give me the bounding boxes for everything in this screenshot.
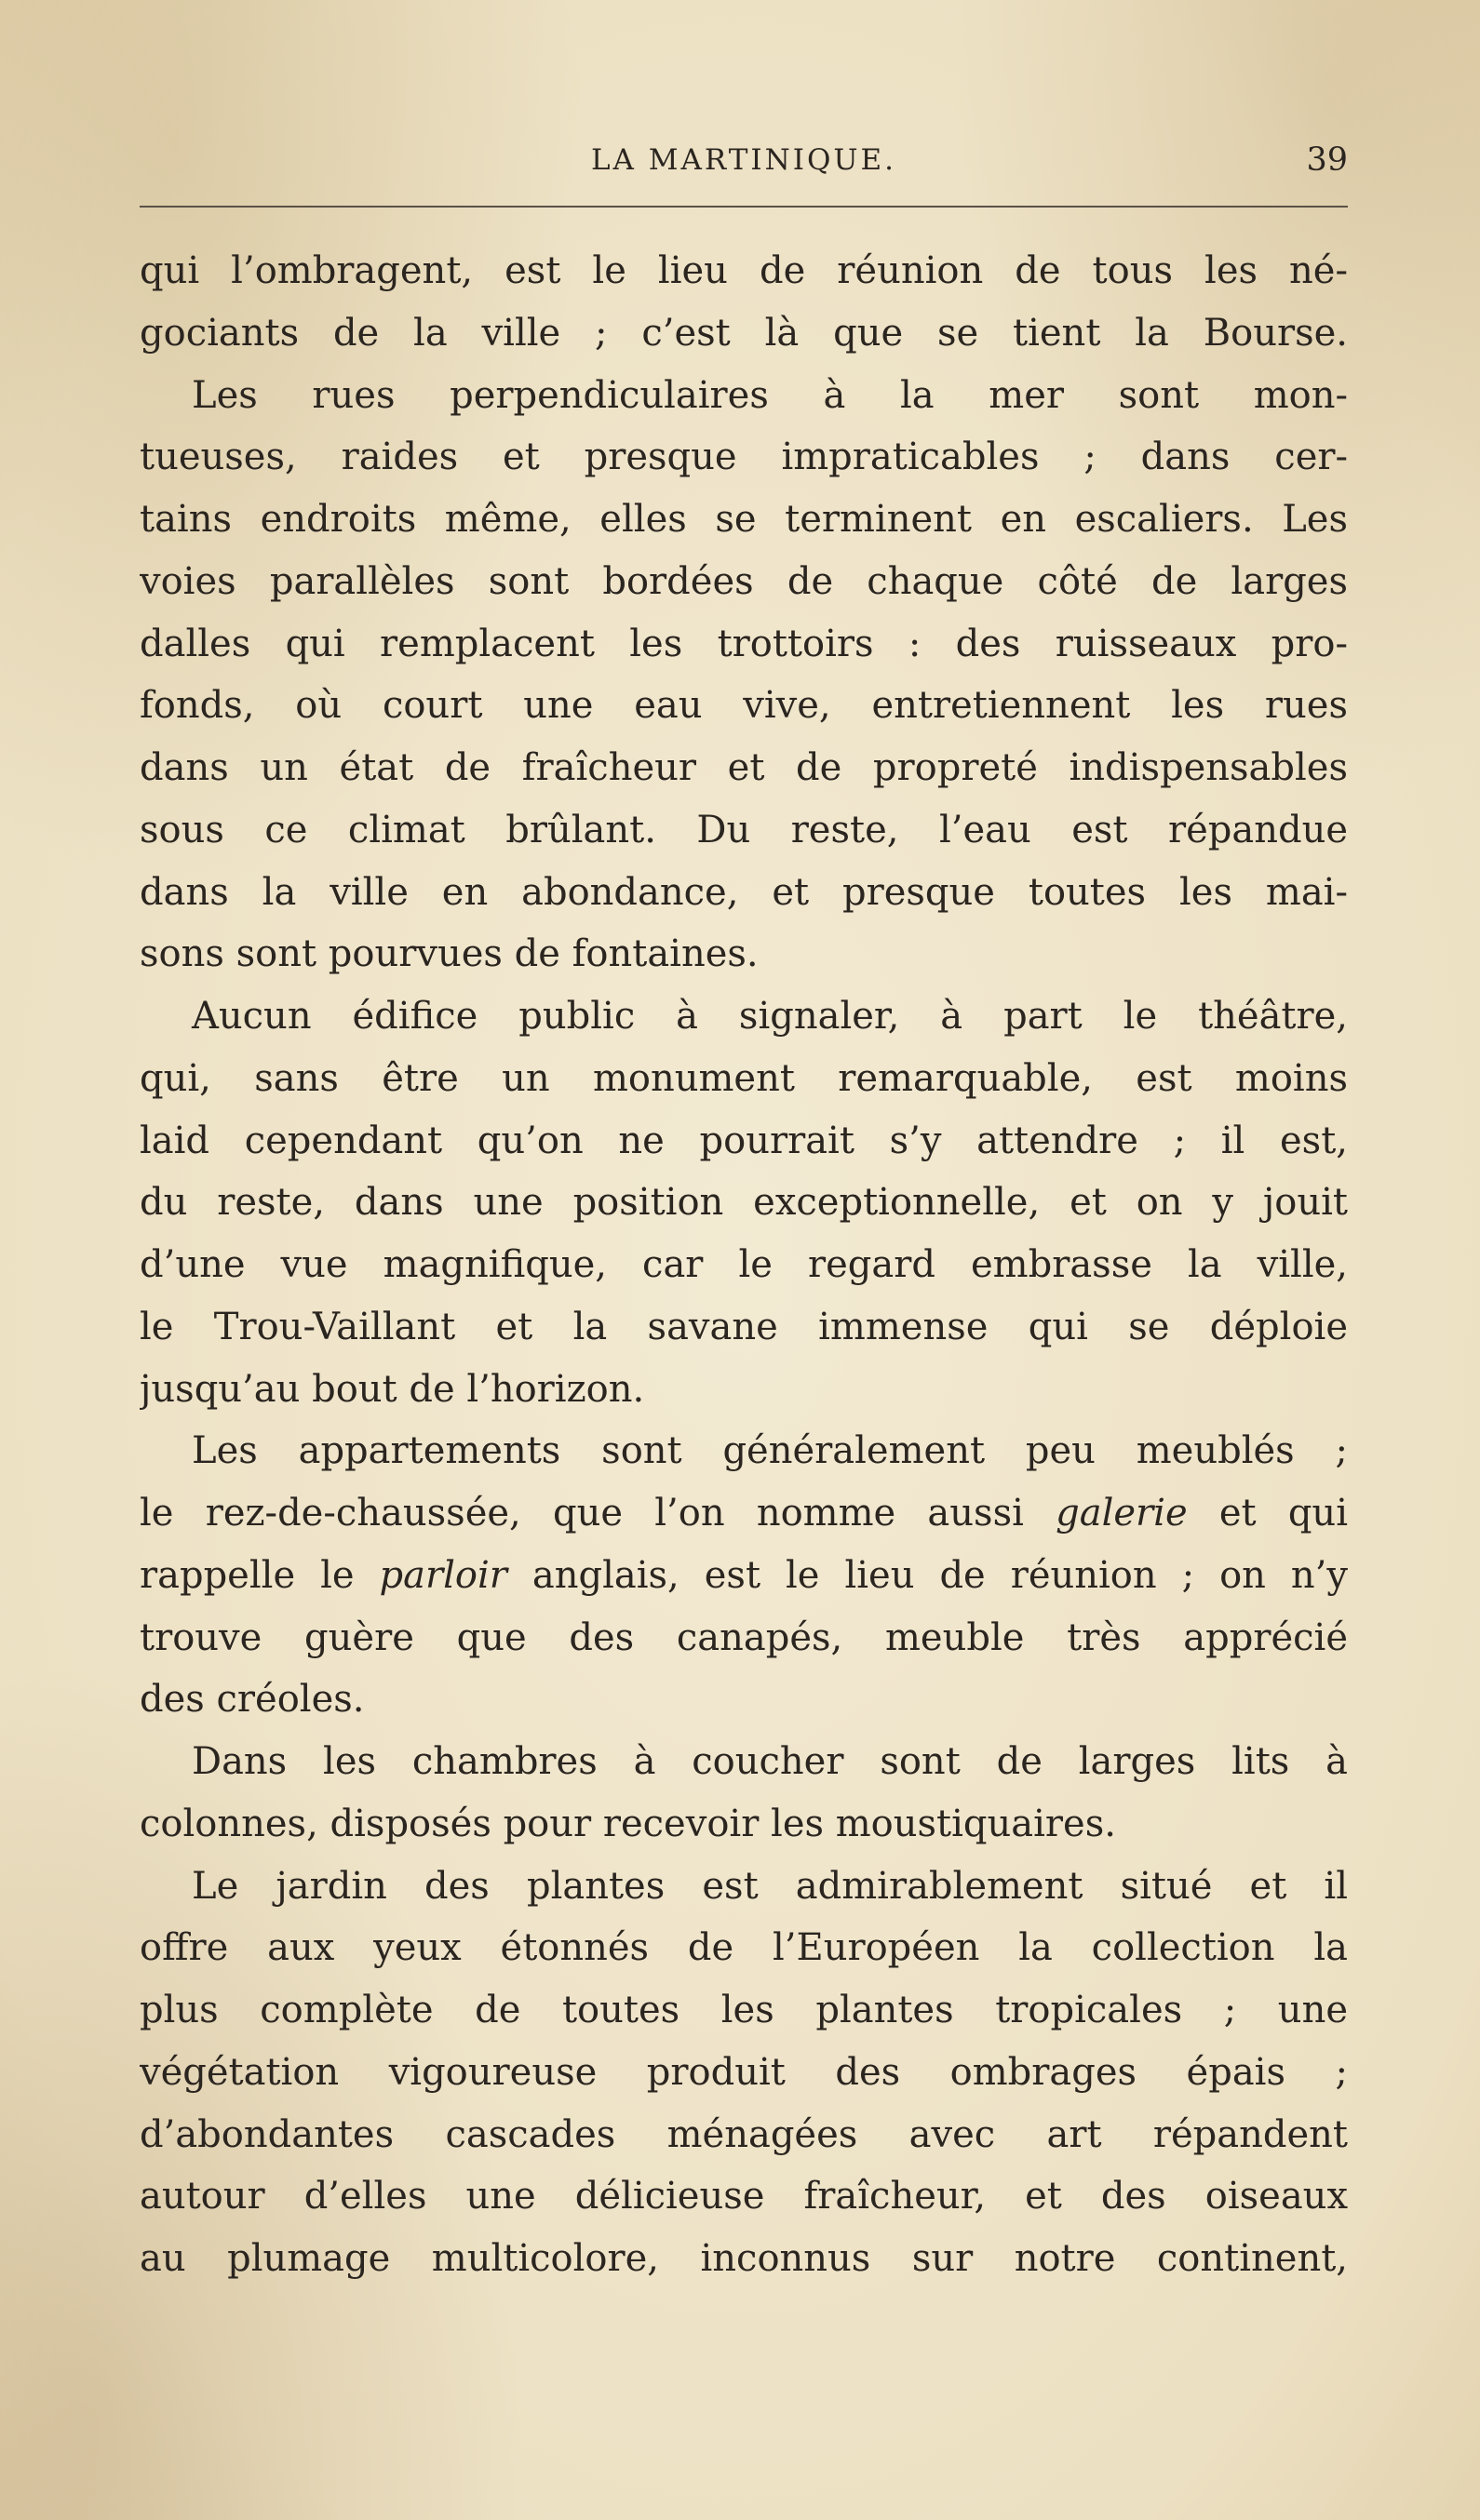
- header-rule: [140, 206, 1348, 208]
- text-line: d’abondantes cascades ménagées avec art répandent: [140, 2112, 1348, 2156]
- text-line: plus complète de toutes les plantes tropicales ; une: [140, 1989, 1348, 2031]
- text-line-with-italic: [140, 1482, 1348, 1545]
- page-header: [140, 140, 1348, 181]
- text-line: gociants de la ville ; c’est là que se tient la Bourse.: [140, 311, 1348, 355]
- text-line: végétation vigoureuse produit des ombrages épais ;: [140, 2050, 1348, 2094]
- page-number: 39: [1306, 141, 1348, 179]
- text-line: trouve guère que des canapés, meuble très apprécié: [140, 1615, 1348, 1659]
- text-line: Aucun édifice public à signaler, à part le théâtre,: [192, 995, 1348, 1038]
- text-line: le Trou-Vaillant et la savane immense qui se déploie: [140, 1305, 1348, 1348]
- running-head: LA MARTINIQUE.: [590, 143, 897, 177]
- text-line: tueuses, raides et presque impraticables ; dans cer-: [140, 436, 1348, 479]
- text-line: offre aux yeux étonnés de l’Européen la collection la: [140, 1926, 1348, 1970]
- italic-term-galerie: galerie: [1056, 1492, 1188, 1535]
- body-text: [140, 240, 1348, 2290]
- text-line: du reste, dans une position exceptionnelle, et on y jouit: [140, 1181, 1348, 1225]
- text-line: sons sont pourvues de fontaines.: [140, 932, 759, 976]
- text-line: voies parallèles sont bordées de chaque côté de larges: [140, 559, 1348, 603]
- text-line: fonds, où court une eau vive, entretiennent les rues: [140, 684, 1348, 728]
- text-line: qui, sans être un monument remarquable, est moins: [140, 1056, 1348, 1100]
- text-line: tains endroits même, elles se terminent en escaliers. Les: [140, 498, 1348, 541]
- text-line: Le jardin des plantes est admirablement situé et il: [192, 1864, 1348, 1908]
- text-line: d’une vue magnifique, car le regard embrasse la ville,: [140, 1243, 1348, 1286]
- text-line: dalles qui remplacent les trottoirs : des ruisseaux pro-: [140, 622, 1348, 665]
- text-line: autour d’elles une délicieuse fraîcheur, et des oiseaux: [140, 2175, 1348, 2218]
- text-run: rappelle le: [140, 1553, 380, 1597]
- text-line: dans la ville en abondance, et presque toutes les mai-: [140, 870, 1348, 914]
- text-run: anglais, est le lieu de réunion ; on n’y: [506, 1553, 1348, 1597]
- text-line: Les appartements sont généralement peu meublés ;: [192, 1429, 1348, 1473]
- text-run: le rez-de-chaussée, que l’on nomme aussi: [140, 1492, 1056, 1535]
- text-line: au plumage multicolore, inconnus sur notre continent,: [140, 2237, 1348, 2280]
- text-line: Les rues perpendiculaires à la mer sont mon-: [192, 373, 1348, 417]
- text-line: laid cependant qu’on ne pourrait s’y attendre ; il est,: [140, 1119, 1348, 1162]
- text-line: jusqu’au bout de l’horizon.: [140, 1367, 645, 1411]
- text-line: dans un état de fraîcheur et de propreté indispensables: [140, 746, 1348, 789]
- text-run: et qui: [1187, 1492, 1348, 1535]
- text-line: qui l’ombragent, est le lieu de réunion de tous les né-: [140, 249, 1348, 292]
- text-line: sous ce climat brûlant. Du reste, l’eau est répandue: [140, 808, 1348, 851]
- text-line: des créoles.: [140, 1678, 365, 1722]
- text-line: colonnes, disposés pour recevoir les moustiquaires.: [140, 1802, 1116, 1845]
- text-line-with-italic: [140, 1545, 1348, 1607]
- italic-term-parloir: parloir: [379, 1553, 507, 1597]
- text-line: Dans les chambres à coucher sont de larges lits à: [192, 1740, 1348, 1783]
